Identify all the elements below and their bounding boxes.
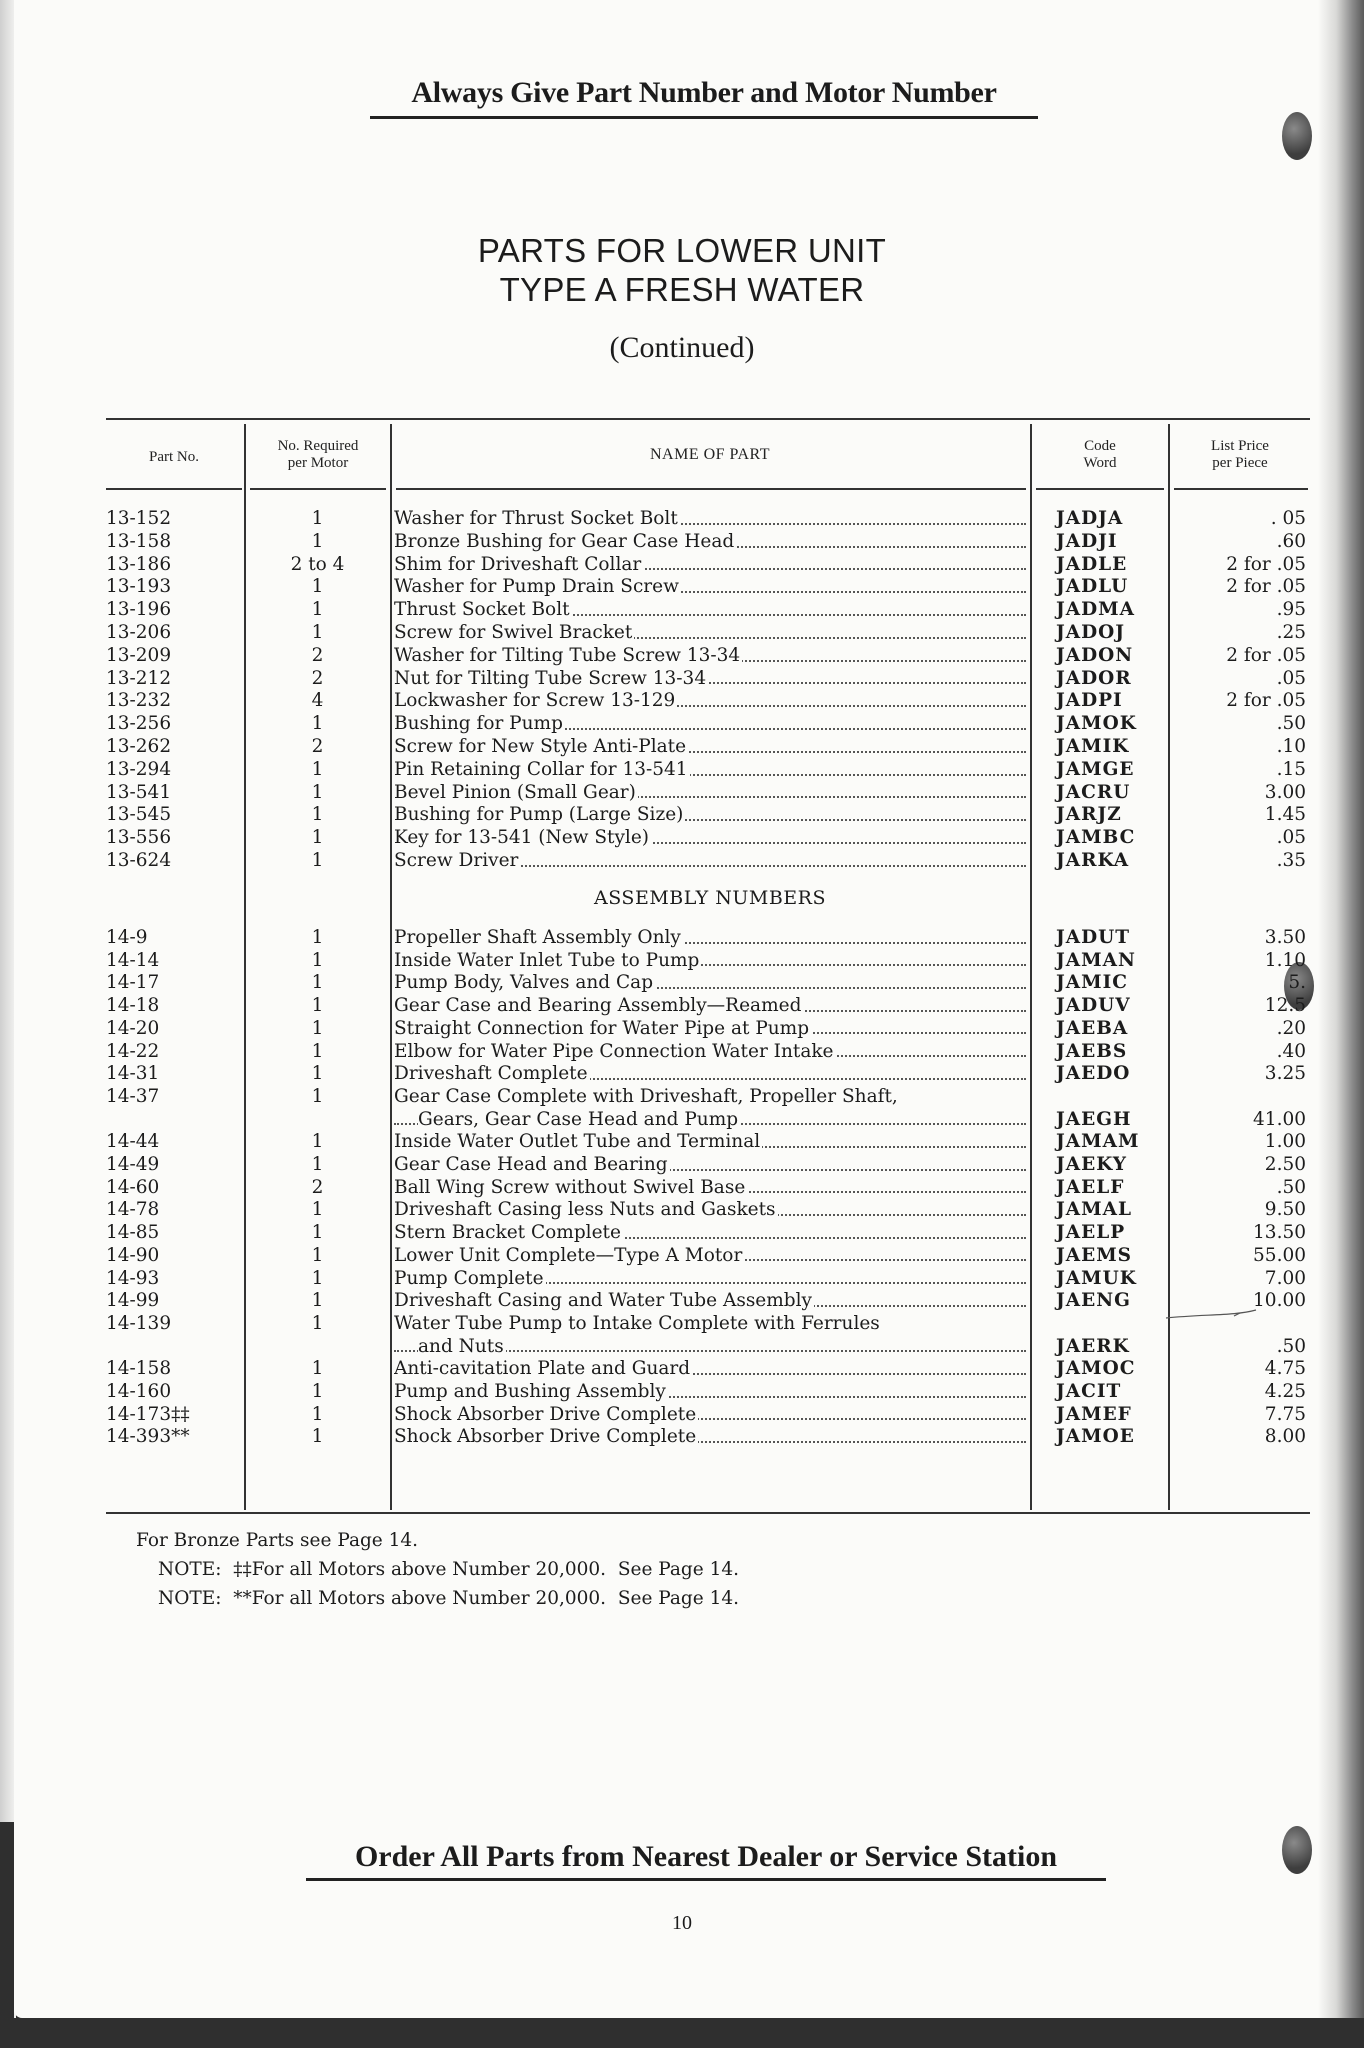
code-word: JADON — [1056, 644, 1134, 666]
table-row — [0, 994, 1364, 1017]
part-number: 13-209 — [106, 644, 172, 666]
note-double-asterisk: NOTE: **For all Motors above Number 20,000. See Page 14. — [158, 1588, 740, 1609]
table-row — [0, 1176, 1364, 1199]
part-name: Ball Wing Screw without Swivel Base — [394, 1176, 746, 1198]
part-number: 13-158 — [106, 530, 172, 552]
part-name: Pump and Bushing Assembly — [394, 1381, 666, 1402]
table-row — [0, 598, 1364, 621]
column-header-list-price: List Price per Piece — [1211, 438, 1269, 471]
quantity-required: 1 — [311, 804, 324, 826]
list-price: .05 — [1276, 827, 1306, 849]
code-word: JAMIK — [1056, 736, 1130, 757]
code-word: JAMAN — [1056, 949, 1136, 971]
part-number: 13-541 — [106, 781, 172, 803]
quantity-required: 1 — [311, 1085, 324, 1107]
part-name-cell — [394, 507, 1026, 530]
list-price: .25 — [1276, 622, 1306, 643]
quantity-required: 1 — [311, 1290, 324, 1312]
quantity-required: 1 — [311, 781, 324, 803]
code-word: JAELF — [1056, 1176, 1125, 1198]
page-subtitle: (Continued) — [609, 331, 755, 364]
part-name-continued: Gears, Gear Case Head and Pump — [418, 1108, 739, 1130]
table-row — [0, 1221, 1364, 1244]
part-name: Shock Absorber Drive Complete — [394, 1426, 697, 1448]
part-name-cell — [394, 1062, 1026, 1085]
list-price: 55.00 — [1253, 1244, 1306, 1266]
header-banner: Always Give Part Number and Motor Number — [411, 76, 997, 109]
list-price: 3.00 — [1264, 781, 1306, 803]
code-word: JADJI — [1056, 530, 1118, 552]
list-price: 7.00 — [1264, 1267, 1306, 1289]
table-row — [0, 1085, 1364, 1130]
part-number: 14-18 — [106, 995, 160, 1017]
list-price: 2 for .05 — [1226, 576, 1306, 598]
part-name: Lower Unit Complete—Type A Motor — [394, 1244, 743, 1266]
part-number: 14-85 — [106, 1222, 160, 1244]
part-name-cell — [394, 712, 1026, 735]
table-row — [0, 803, 1364, 826]
part-number: 13-232 — [106, 690, 172, 712]
quantity-required: 2 — [311, 1176, 324, 1198]
part-name: Washer for Tilting Tube Screw 13-34 — [394, 644, 741, 666]
part-name-cell — [394, 1380, 1026, 1403]
part-number: 14-22 — [106, 1040, 160, 1062]
part-name: Thrust Socket Bolt — [394, 599, 570, 621]
list-price: 1.45 — [1264, 804, 1306, 826]
list-price: .95 — [1276, 599, 1306, 621]
part-name: Washer for Thrust Socket Bolt — [394, 508, 678, 529]
quantity-required: 1 — [311, 1131, 324, 1153]
part-name-cell — [394, 803, 1026, 826]
part-number: 14-93 — [106, 1267, 160, 1289]
table-row — [0, 575, 1364, 598]
part-name: Driveshaft Complete — [394, 1063, 588, 1085]
part-name-cell — [394, 1403, 1026, 1426]
part-name: Pump Complete — [394, 1267, 544, 1289]
part-name: Elbow for Water Pipe Connection Water Intake — [394, 1040, 834, 1062]
list-price: 2 for .05 — [1226, 690, 1306, 712]
part-name-cell — [394, 849, 1026, 872]
list-price: .35 — [1276, 850, 1306, 871]
code-word: JAMIC — [1056, 972, 1128, 994]
quantity-required: 1 — [311, 1426, 324, 1448]
part-name-cell — [394, 1017, 1026, 1040]
quantity-required: 2 — [311, 736, 324, 757]
list-price: 4.75 — [1264, 1358, 1306, 1380]
part-number: 14-158 — [106, 1358, 172, 1380]
quantity-required: 1 — [311, 758, 324, 780]
code-word: JAERK — [1056, 1335, 1130, 1357]
code-word: JACIT — [1056, 1381, 1122, 1402]
page-number: 10 — [672, 1912, 692, 1934]
table-row — [0, 1425, 1364, 1448]
page-title-line2: TYPE A FRESH WATER — [499, 271, 865, 308]
part-number: 14-49 — [106, 1154, 160, 1175]
quantity-required: 1 — [311, 599, 324, 621]
list-price: 9.50 — [1264, 1199, 1306, 1221]
quantity-required: 1 — [311, 1358, 324, 1380]
table-row — [0, 621, 1364, 644]
part-number: 13-256 — [106, 713, 172, 735]
part-number: 14-37 — [106, 1085, 160, 1107]
list-price: 41.00 — [1253, 1108, 1306, 1130]
part-name-cell — [394, 826, 1026, 849]
part-number: 13-193 — [106, 576, 172, 598]
code-word: JADJA — [1056, 508, 1124, 529]
quantity-required: 1 — [311, 972, 324, 994]
assembly-numbers-heading: ASSEMBLY NUMBERS — [594, 887, 826, 909]
table-row — [0, 644, 1364, 667]
part-name: Bronze Bushing for Gear Case Head — [394, 530, 735, 552]
part-number: 13-212 — [106, 667, 172, 689]
part-name-cell — [394, 667, 1026, 690]
quantity-required: 1 — [311, 530, 324, 552]
part-number: 14-160 — [106, 1381, 172, 1402]
part-name: Bevel Pinion (Small Gear) — [394, 781, 636, 803]
code-word: JADOR — [1056, 667, 1132, 689]
code-word: JAMGE — [1056, 758, 1135, 780]
quantity-required: 1 — [311, 1403, 324, 1425]
quantity-required: 1 — [311, 576, 324, 598]
quantity-required: 1 — [311, 713, 324, 735]
page-corner-shadow — [0, 1822, 14, 2048]
part-number: 14-44 — [106, 1131, 160, 1153]
table-row — [0, 1244, 1364, 1267]
list-price: 2.50 — [1264, 1154, 1306, 1175]
list-price: 12.5 — [1264, 995, 1306, 1017]
part-name-cell — [394, 1130, 1026, 1153]
table-bottom-rule — [106, 1512, 1310, 1514]
quantity-required: 1 — [311, 850, 324, 871]
list-price: 5. — [1288, 972, 1306, 994]
part-name-cell — [394, 1198, 1026, 1221]
part-number: 14-173‡‡ — [106, 1403, 190, 1425]
table-row — [0, 667, 1364, 690]
list-price: .50 — [1276, 713, 1306, 735]
part-name: Gear Case Head and Bearing — [394, 1154, 668, 1175]
list-price: 2 for .05 — [1226, 553, 1306, 575]
part-number: 13-294 — [106, 758, 172, 780]
part-name-cell — [394, 735, 1026, 758]
part-number: 14-99 — [106, 1290, 160, 1312]
header-rule — [1174, 488, 1308, 490]
part-name: Gear Case Complete with Driveshaft, Propeller Shaft, — [394, 1085, 898, 1107]
column-header-code-word: Code Word — [1083, 438, 1117, 471]
code-word: JADLE — [1056, 553, 1128, 575]
quantity-required: 1 — [311, 1381, 324, 1402]
table-row — [0, 553, 1364, 576]
table-row — [0, 1130, 1364, 1153]
footer-underline — [306, 1878, 1106, 1881]
code-word: JADUT — [1056, 927, 1131, 948]
list-price: .10 — [1276, 736, 1306, 757]
part-number: 13-152 — [106, 508, 172, 529]
part-number: 13-545 — [106, 804, 172, 826]
part-number: 13-196 — [106, 599, 172, 621]
part-name-cell — [394, 926, 1026, 949]
table-row — [0, 1040, 1364, 1063]
table-row — [0, 1312, 1364, 1357]
list-price: . 05 — [1270, 508, 1306, 529]
table-row — [0, 1357, 1364, 1380]
part-number: 14-17 — [106, 972, 160, 994]
part-number: 14-139 — [106, 1312, 172, 1334]
table-row — [0, 1017, 1364, 1040]
part-name-cell — [394, 949, 1026, 972]
part-name-cell — [394, 1040, 1026, 1063]
code-word: JAMOK — [1056, 713, 1137, 735]
part-name: Lockwasher for Screw 13-129 — [394, 690, 676, 712]
code-word: JAMUK — [1056, 1267, 1137, 1289]
list-price: 3.50 — [1264, 927, 1306, 948]
code-word: JADLU — [1056, 576, 1129, 598]
code-word: JADUV — [1056, 995, 1131, 1017]
code-word: JAMAL — [1056, 1199, 1132, 1221]
part-name-cell — [394, 530, 1026, 553]
table-row — [0, 926, 1364, 949]
column-header-name: NAME OF PART — [649, 446, 771, 463]
table-top-rule — [106, 418, 1310, 420]
table-row — [0, 1380, 1364, 1403]
part-number: 13-206 — [106, 622, 172, 643]
part-name: Shock Absorber Drive Complete — [394, 1403, 697, 1425]
part-name-cell — [394, 994, 1026, 1017]
quantity-required: 1 — [311, 1017, 324, 1039]
code-word: JAEBA — [1056, 1017, 1129, 1039]
header-underline — [370, 116, 1038, 119]
quantity-required: 1 — [311, 1063, 324, 1085]
list-price: .60 — [1276, 530, 1306, 552]
part-name-cell — [394, 1153, 1026, 1176]
part-number: 13-262 — [106, 736, 172, 757]
part-name-cell — [394, 1176, 1026, 1199]
list-price: .50 — [1276, 1335, 1306, 1357]
table-row — [0, 689, 1364, 712]
binder-hole-icon — [1282, 1826, 1312, 1874]
part-name: Driveshaft Casing less Nuts and Gaskets — [394, 1199, 776, 1221]
quantity-required: 2 — [311, 667, 324, 689]
list-price: .15 — [1276, 758, 1306, 780]
code-word: JADOJ — [1056, 622, 1126, 643]
part-name-cell — [394, 758, 1026, 781]
part-name-cell — [394, 689, 1026, 712]
part-name-cell — [394, 1221, 1026, 1244]
quantity-required: 1 — [311, 1312, 324, 1334]
part-name-cell — [394, 621, 1026, 644]
quantity-required: 1 — [311, 995, 324, 1017]
part-name: Screw for Swivel Bracket — [394, 622, 633, 643]
part-name: Washer for Pump Drain Screw — [394, 576, 679, 598]
table-row — [0, 1267, 1364, 1290]
list-price: .40 — [1276, 1040, 1306, 1062]
table-row — [0, 949, 1364, 972]
quantity-required: 1 — [311, 508, 324, 529]
quantity-required: 1 — [311, 927, 324, 948]
list-price: 7.75 — [1264, 1403, 1306, 1425]
part-name: Water Tube Pump to Intake Complete with Ferrules — [394, 1312, 880, 1334]
header-rule — [106, 488, 242, 490]
part-number: 14-90 — [106, 1244, 160, 1266]
list-price: 10.00 — [1253, 1290, 1306, 1312]
table-row — [0, 1062, 1364, 1085]
part-name-cell — [394, 1267, 1026, 1290]
part-name-cell — [394, 1289, 1026, 1312]
note-bronze-parts: For Bronze Parts see Page 14. — [136, 1530, 419, 1551]
code-word: JADMA — [1056, 599, 1135, 621]
list-price: .20 — [1276, 1017, 1306, 1039]
part-name-cell — [394, 971, 1026, 994]
part-name: Nut for Tilting Tube Screw 13-34 — [394, 667, 707, 689]
list-price: 8.00 — [1264, 1426, 1306, 1448]
part-name: Pin Retaining Collar for 13-541 — [394, 758, 688, 780]
part-name-cell — [394, 553, 1026, 576]
table-row — [0, 826, 1364, 849]
list-price: 13.50 — [1253, 1222, 1306, 1244]
part-number: 13-624 — [106, 850, 172, 871]
quantity-required: 1 — [311, 1267, 324, 1289]
part-name: Driveshaft Casing and Water Tube Assembly — [394, 1290, 813, 1312]
part-name: Bushing for Pump — [394, 713, 563, 735]
footer-banner: Order All Parts from Nearest Dealer or Service Station — [354, 1840, 1058, 1873]
code-word: JAELP — [1056, 1222, 1126, 1244]
code-word: JAMEF — [1056, 1403, 1132, 1425]
code-word: JAMBC — [1056, 827, 1136, 849]
table-row — [0, 758, 1364, 781]
part-name-cell — [394, 1425, 1026, 1448]
part-name: Key for 13-541 (New Style) — [394, 827, 650, 849]
note-double-dagger: NOTE: ‡‡For all Motors above Number 20,000. See Page 14. — [158, 1559, 740, 1580]
table-row — [0, 849, 1364, 872]
part-name-cell — [394, 575, 1026, 598]
table-row — [0, 735, 1364, 758]
code-word: JAEGH — [1056, 1108, 1132, 1130]
code-word: JAEDO — [1056, 1063, 1131, 1085]
list-price: .50 — [1276, 1176, 1306, 1198]
code-word: JARKA — [1056, 850, 1130, 871]
table-row — [0, 712, 1364, 735]
binder-hole-icon — [1282, 112, 1312, 160]
table-row — [0, 781, 1364, 804]
table-row — [0, 1153, 1364, 1176]
part-name: Anti-cavitation Plate and Guard — [394, 1358, 691, 1380]
quantity-required: 4 — [311, 690, 324, 712]
part-number: 14-14 — [106, 949, 160, 971]
code-word: JAEBS — [1056, 1040, 1128, 1062]
part-name-cell — [394, 781, 1026, 804]
part-name-cell — [394, 1312, 1026, 1357]
quantity-required: 1 — [311, 827, 324, 849]
list-price: 1.10 — [1264, 949, 1306, 971]
page-title-line1: PARTS FOR LOWER UNIT — [477, 232, 887, 269]
part-name: Shim for Driveshaft Collar — [394, 553, 642, 575]
code-word: JAMOC — [1056, 1358, 1136, 1380]
column-header-required: No. Required per Motor — [277, 438, 359, 471]
part-name: Inside Water Inlet Tube to Pump — [394, 949, 700, 971]
part-name: Propeller Shaft Assembly Only — [394, 927, 681, 948]
part-number: 14-78 — [106, 1199, 160, 1221]
list-price: .05 — [1276, 667, 1306, 689]
quantity-required: 1 — [311, 1040, 324, 1062]
table-row — [0, 1403, 1364, 1426]
handwritten-arrow-annotation — [1164, 1306, 1280, 1320]
part-name-cell — [394, 598, 1026, 621]
part-number: 13-186 — [106, 553, 172, 575]
part-number: 14-393** — [106, 1426, 190, 1448]
quantity-required: 1 — [311, 1244, 324, 1266]
table-row — [0, 507, 1364, 530]
quantity-required: 2 — [311, 644, 324, 666]
quantity-required: 1 — [311, 622, 324, 643]
code-word: JAMOE — [1056, 1426, 1135, 1448]
list-price: 1.00 — [1264, 1131, 1306, 1153]
part-name: Straight Connection for Water Pipe at Pump — [394, 1017, 810, 1039]
part-name-continued: and Nuts — [418, 1335, 504, 1357]
code-word: JAMAM — [1056, 1131, 1140, 1153]
part-number: 14-60 — [106, 1176, 160, 1198]
list-price: 4.25 — [1264, 1381, 1306, 1402]
part-name-cell — [394, 644, 1026, 667]
quantity-required: 1 — [311, 1222, 324, 1244]
quantity-required: 1 — [311, 949, 324, 971]
table-row — [0, 971, 1364, 994]
header-rule — [250, 488, 386, 490]
part-name: Stern Bracket Complete — [394, 1222, 621, 1244]
part-name: Bushing for Pump (Large Size) — [394, 804, 684, 826]
code-word: JARJZ — [1056, 804, 1122, 826]
list-price: 2 for .05 — [1226, 644, 1306, 666]
table-row — [0, 1289, 1364, 1312]
list-price: 3.25 — [1264, 1063, 1306, 1085]
part-name: Screw Driver — [394, 850, 519, 871]
part-name: Inside Water Outlet Tube and Terminal — [394, 1131, 761, 1153]
code-word: JAEKY — [1056, 1154, 1127, 1175]
quantity-required: 1 — [311, 1154, 324, 1175]
header-rule — [1036, 488, 1164, 490]
part-name: Pump Body, Valves and Cap — [394, 972, 654, 994]
code-word: JAEMS — [1056, 1244, 1133, 1266]
scan-background — [0, 2018, 1364, 2048]
part-number: 14-9 — [106, 927, 148, 948]
part-name: Gear Case and Bearing Assembly—Reamed — [394, 995, 802, 1017]
header-rule — [396, 488, 1026, 490]
quantity-required: 1 — [311, 1199, 324, 1221]
part-name-cell — [394, 1244, 1026, 1267]
part-name: Screw for New Style Anti-Plate — [394, 736, 687, 757]
table-row — [0, 1198, 1364, 1221]
part-name-cell — [394, 1357, 1026, 1380]
part-number: 14-31 — [106, 1063, 160, 1085]
part-number: 13-556 — [106, 827, 172, 849]
part-number: 14-20 — [106, 1017, 160, 1039]
code-word: JAENG — [1056, 1290, 1131, 1312]
code-word: JACRU — [1056, 781, 1131, 803]
column-header-part-no: Part No. — [149, 449, 199, 465]
code-word: JADPI — [1056, 690, 1123, 712]
quantity-required: 2 to 4 — [290, 553, 345, 575]
part-name-cell — [394, 1085, 1026, 1130]
table-row — [0, 530, 1364, 553]
